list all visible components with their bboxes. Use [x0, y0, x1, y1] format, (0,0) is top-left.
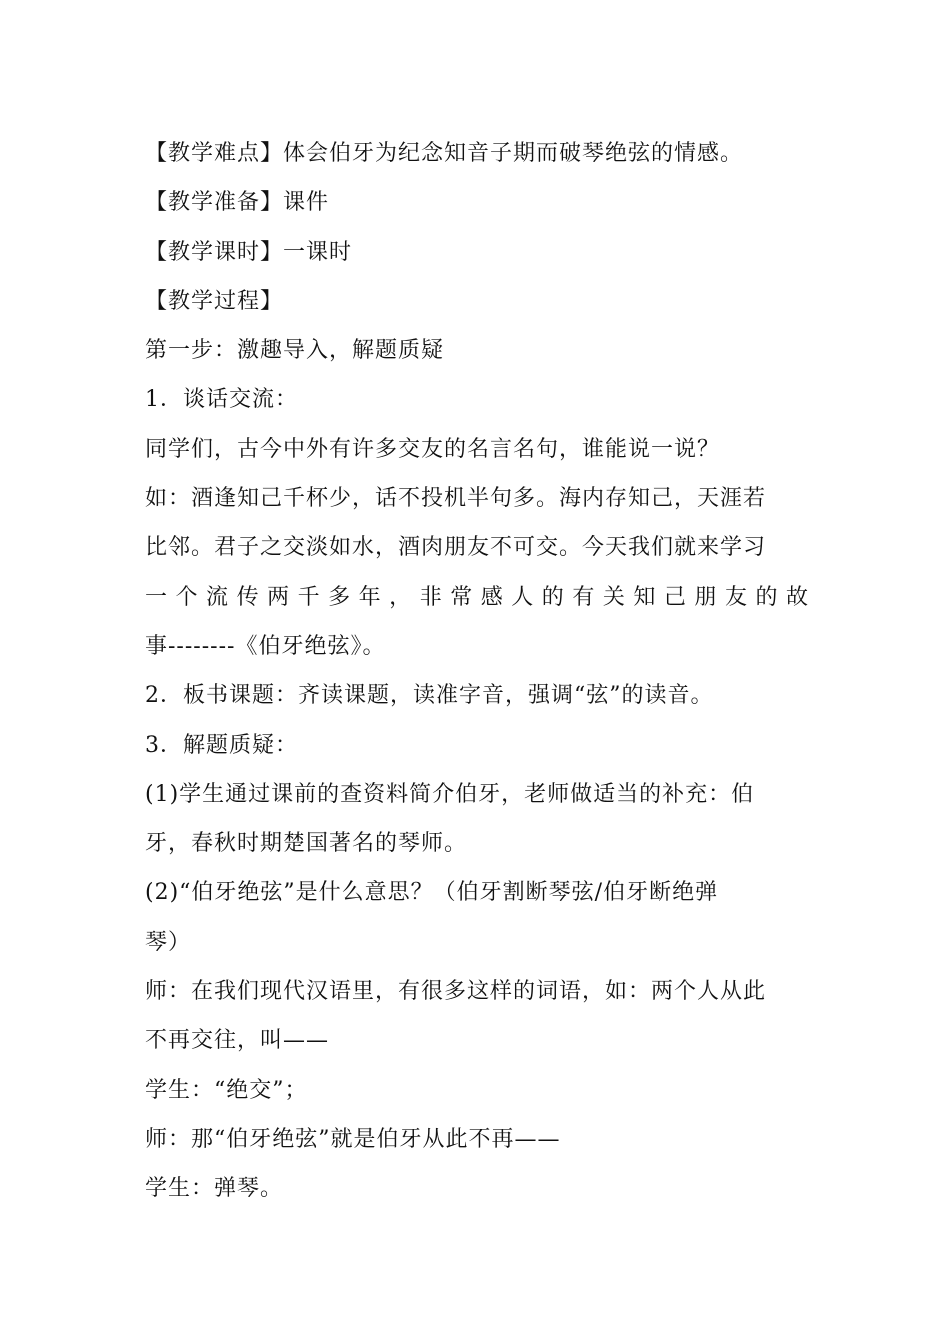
- document-body: [145, 129, 810, 1214]
- dialogue-line: 学生：弹琴。: [145, 1176, 284, 1202]
- item-3-heading: 3．解题质疑：: [145, 732, 298, 758]
- item-2-line: 2．板书课题：齐读课题，读准字音，强调“弦”的读音。: [145, 683, 714, 709]
- dialogue-line: 师：在我们现代汉语里，有很多这样的词语，如：两个人从此: [145, 979, 767, 1005]
- paragraph-line: 一个流传两千多年，非常感人的有关知己朋友的故: [145, 584, 810, 610]
- teaching-hours-line: 【教学课时】一课时: [145, 239, 353, 265]
- dialogue-line: 师：那“伯牙绝弦”就是伯牙从此不再——: [145, 1126, 561, 1152]
- dialogue-line: 不再交往，叫——: [145, 1028, 330, 1054]
- paragraph-line: 如：酒逢知己千杯少，话不投机半句多。海内存知己，天涯若: [145, 486, 767, 512]
- teaching-difficulty-line: 【教学难点】体会伯牙为纪念知音子期而破琴绝弦的情感。: [145, 141, 744, 166]
- teaching-preparation-line: 【教学准备】课件: [145, 190, 330, 216]
- paragraph-line: 比邻。君子之交淡如水，酒肉朋友不可交。今天我们就来学习: [145, 535, 767, 561]
- step-one-heading: 第一步：激趣导入，解题质疑: [145, 338, 445, 364]
- paragraph-line: 同学们，古今中外有许多交友的名言名句，谁能说一说？: [145, 436, 721, 462]
- item-1-heading: 1．谈话交流：: [145, 387, 298, 413]
- paragraph-line: (2)“伯牙绝弦”是什么意思？（伯牙割断琴弦/伯牙断绝弹: [145, 880, 719, 906]
- paragraph-line: (1)学生通过课前的查资料简介伯牙，老师做适当的补充：伯: [145, 781, 755, 807]
- paragraph-line: 事--------《伯牙绝弦》。: [145, 633, 386, 659]
- paragraph-line: 牙，春秋时期楚国著名的琴师。: [145, 831, 468, 857]
- dialogue-line: 学生：“绝交”；: [145, 1077, 308, 1103]
- teaching-process-heading: 【教学过程】: [145, 288, 284, 314]
- paragraph-line: 琴）: [145, 929, 192, 955]
